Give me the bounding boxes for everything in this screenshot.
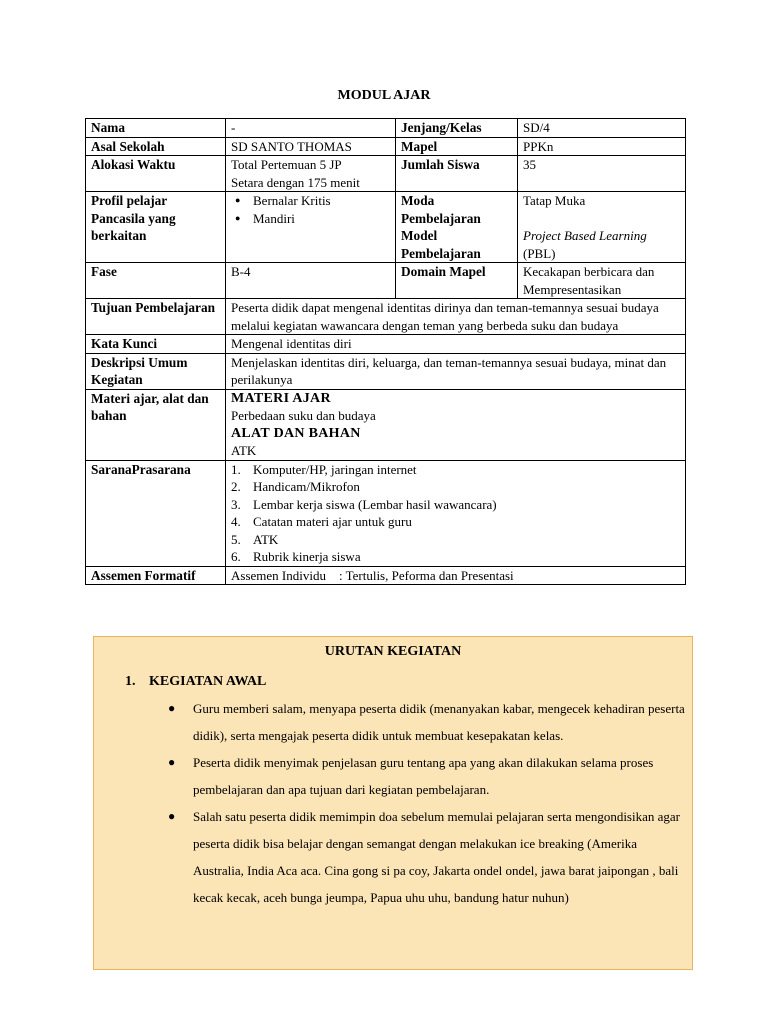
label-model: Model Pembelajaran bbox=[401, 228, 481, 261]
table-row bbox=[86, 156, 686, 192]
list-item: ● Guru memberi salam, menyapa peserta didik (menanyakan kabar, mengecek kehadiran peserta didik), serta mengajak peserta didik untuk membuat kesepakatan kelas. bbox=[94, 695, 692, 749]
label-kata-kunci: Kata Kunci bbox=[86, 335, 226, 354]
profil-item: ● Bernalar Kritis bbox=[231, 192, 390, 210]
label-jenjang: Jenjang/Kelas bbox=[396, 119, 518, 138]
label-nama: Nama bbox=[86, 119, 226, 138]
table-row bbox=[86, 389, 686, 460]
label-mapel: Mapel bbox=[396, 137, 518, 156]
label-domain: Domain Mapel bbox=[396, 263, 518, 299]
value-kata-kunci: Mengenal identitas diri bbox=[226, 335, 686, 354]
value-profil bbox=[226, 192, 396, 263]
label-asal-sekolah: Asal Sekolah bbox=[86, 137, 226, 156]
list-item: ● Peserta didik menyimak penjelasan guru tentang apa yang akan dilakukan selama proses pembelajaran dan apa tujuan dari kegiatan pembelajaran. bbox=[94, 749, 692, 803]
activity-list bbox=[94, 695, 692, 911]
value-jenjang: SD/4 bbox=[518, 119, 686, 138]
sarana-item: 1. Komputer/HP, jaringan internet bbox=[231, 461, 417, 477]
table-row bbox=[86, 263, 686, 299]
value-nama: - bbox=[226, 119, 396, 138]
bullet-icon: ● bbox=[168, 755, 176, 769]
section-title: KEGIATAN AWAL bbox=[149, 674, 267, 689]
label-assesmen: Assemen Formatif bbox=[86, 566, 226, 585]
table-row bbox=[86, 335, 686, 354]
sarana-item: 3. Lembar kerja siswa (Lembar hasil wawancara) bbox=[231, 496, 497, 512]
sarana-item: 5. ATK bbox=[231, 531, 279, 547]
table-row bbox=[86, 119, 686, 138]
label-sarana: SaranaPrasarana bbox=[86, 460, 226, 566]
section-heading bbox=[125, 674, 692, 690]
materi-text: Perbedaan suku dan budaya bbox=[231, 408, 376, 423]
label-deskripsi: Deskripsi Umum Kegiatan bbox=[86, 353, 226, 389]
label-tujuan: Tujuan Pembelajaran bbox=[86, 299, 226, 335]
value-model-rest: (PBL) bbox=[523, 245, 556, 261]
table-row bbox=[86, 353, 686, 389]
label-moda-model bbox=[396, 192, 518, 263]
document-title: MODUL AJAR bbox=[337, 88, 431, 103]
value-domain: Kecakapan berbicara dan Mempresentasikan bbox=[518, 263, 686, 299]
modul-table bbox=[85, 118, 686, 585]
value-fase: B-4 bbox=[226, 263, 396, 299]
value-model-italic: Project Based Learning bbox=[523, 228, 647, 243]
sarana-item: 4. Catatan materi ajar untuk guru bbox=[231, 514, 412, 529]
value-sarana bbox=[226, 460, 686, 566]
label-moda: Moda Pembelajaran bbox=[401, 193, 481, 226]
value-assesmen: Assemen Individu : Tertulis, Peforma dan Presentasi bbox=[226, 566, 686, 585]
value-jumlah-siswa: 35 bbox=[518, 156, 686, 192]
table-row bbox=[86, 137, 686, 156]
table-row bbox=[86, 192, 686, 263]
materi-heading: MATERI AJAR bbox=[231, 390, 331, 406]
bullet-icon: ● bbox=[168, 701, 176, 715]
value-asal-sekolah: SD SANTO THOMAS bbox=[226, 137, 396, 156]
value-moda-model bbox=[518, 192, 686, 263]
value-tujuan: Peserta didik dapat mengenal identitas dirinya dan teman-temannya sesuai budaya melalui kegiatan wawancara dengan teman yang berbeda suku dan budaya bbox=[226, 299, 686, 335]
label-fase: Fase bbox=[86, 263, 226, 299]
alokasi-line: Total Pertemuan 5 JP bbox=[231, 157, 342, 172]
alat-text: ATK bbox=[231, 443, 257, 458]
label-alokasi: Alokasi Waktu bbox=[86, 156, 226, 192]
value-materi bbox=[226, 389, 686, 460]
value-moda: Tatap Muka bbox=[523, 193, 586, 208]
section-number: 1. bbox=[125, 674, 136, 689]
bullet-icon: ● bbox=[168, 809, 176, 823]
list-item: ● Salah satu peserta didik memimpin doa sebelum memulai pelajaran serta mengondisikan agar peserta didik bisa belajar dengan semangat dengan melakukan ice breaking (Amerika Australia, India Aca aca. Cina gong si pa coy, Jakarta ondel ondel, jawa barat jaipongan , bali kecak kecak, aceh bunga jeumpa, Papua uhu uhu, bandung hatur nuhun) bbox=[94, 803, 692, 911]
sarana-item: 2. Handicam/Mikrofon bbox=[231, 479, 360, 494]
table-row bbox=[86, 299, 686, 335]
urutan-title: URUTAN KEGIATAN bbox=[324, 644, 462, 659]
alokasi-line: Setara dengan 175 menit bbox=[231, 174, 360, 190]
value-mapel: PPKn bbox=[518, 137, 686, 156]
alat-heading: ALAT DAN BAHAN bbox=[231, 425, 361, 441]
value-deskripsi: Menjelaskan identitas diri, keluarga, dan teman-temannya sesuai budaya, minat dan perilakunya bbox=[226, 353, 686, 389]
table-row bbox=[86, 566, 686, 585]
sarana-item: 6. Rubrik kinerja siswa bbox=[231, 549, 361, 564]
urutan-kegiatan-panel bbox=[93, 636, 693, 970]
label-jumlah-siswa: Jumlah Siswa bbox=[396, 156, 518, 192]
label-profil: Profil pelajar Pancasila yang berkaitan bbox=[86, 192, 226, 263]
label-materi: Materi ajar, alat dan bahan bbox=[86, 389, 226, 460]
profil-item: ● Mandiri bbox=[231, 210, 390, 228]
table-row bbox=[86, 460, 686, 566]
value-alokasi bbox=[226, 156, 396, 192]
